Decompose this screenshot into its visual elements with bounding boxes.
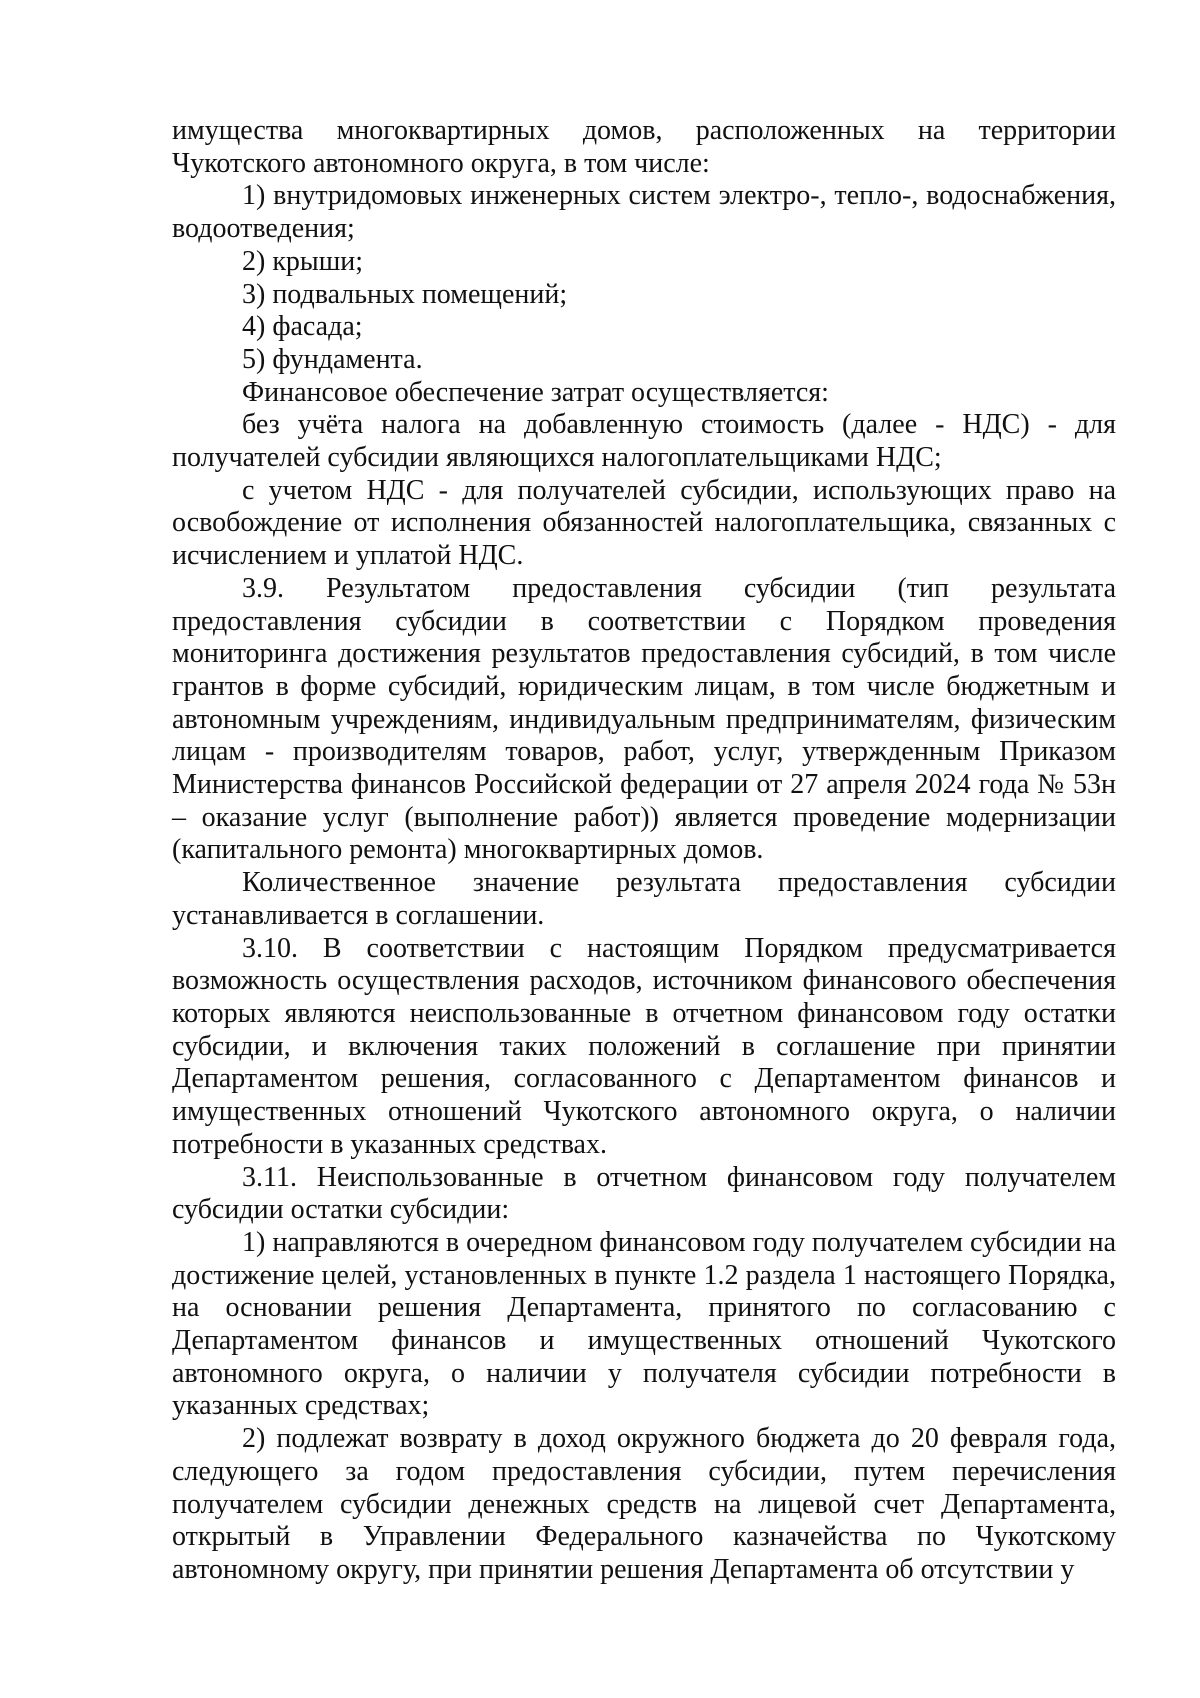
paragraph: 3.9. Результатом предоставления субсидии (тип результата предоставления субсидии в соответствии с Порядком проведения мониторинга достижения результатов предоставления субсидий, в том числе грантов в форме субсидий, юридическим лицам, в том числе бюджетным и автономным учреждениям, индивидуальным предпринимателям, физическим лицам - производителям товаров, работ, услуг, утвержденным Приказом Министерства финансов Российской федерации от 27 апреля 2024 года № 53н – оказание услуг (выполнение работ)) является проведение модернизации (капитального ремонта) многоквартирных домов. <box>172 572 1116 866</box>
paragraph: с учетом НДС - для получателей субсидии, использующих право на освобождение от исполнения обязанностей налогоплательщика, связанных с исчислением и уплатой НДС. <box>172 474 1116 572</box>
paragraph: 2) крыши; <box>242 245 364 277</box>
paragraph: 1) направляются в очередном финансовом году получателем субсидии на достижение целей, установленных в пункте 1.2 раздела 1 настоящего Порядка, на основании решения Департамента, принятого по согласованию с Департаментом финансов и имущественных отношений Чукотского автономного округа, о наличии у получателя субсидии потребности в указанных средствах; <box>172 1226 1116 1422</box>
paragraph: 1) внутридомовых инженерных систем электро-, тепло-, водоснабжения, водоотведения; <box>172 180 1116 245</box>
document-body <box>172 115 1116 1587</box>
paragraph: 3.11. Неиспользованные в отчетном финансовом году получателем субсидии остатки субсидии: <box>172 1161 1116 1226</box>
paragraph: имущества многоквартирных домов, расположенных на территории Чукотского автономного округа, в том числе: <box>172 115 1116 179</box>
paragraph: 5) фундамента. <box>242 343 423 375</box>
paragraph: 2) подлежат возврату в доход окружного бюджета до 20 февраля года, следующего за годом предоставления субсидии, путем перечисления получателем субсидии денежных средств на лицевой счет Департамента, открытый в Управлении Федерального казначейства по Чукотскому автономному округу, при принятии решения Департамента об отсутствии у <box>172 1423 1116 1585</box>
paragraph: Финансовое обеспечение затрат осуществляется: <box>242 376 829 408</box>
paragraph: без учёта налога на добавленную стоимость (далее - НДС) - для получателей субсидии являющихся налогоплательщиками НДС; <box>172 409 1116 474</box>
paragraph: 3.10. В соответствии с настоящим Порядком предусматривается возможность осуществления расходов, источником финансового обеспечения которых являются неиспользованные в отчетном финансовом году остатки субсидии, и включения таких положений в соглашение при принятии Департаментом решения, согласованного с Департаментом финансов и имущественных отношений Чукотского автономного округа, о наличии потребности в указанных средствах. <box>172 932 1116 1160</box>
paragraph: 4) фасада; <box>242 311 363 343</box>
paragraph: 3) подвальных помещений; <box>242 278 568 310</box>
paragraph: Количественное значение результата предоставления субсидии устанавливается в соглашении. <box>172 867 1116 931</box>
